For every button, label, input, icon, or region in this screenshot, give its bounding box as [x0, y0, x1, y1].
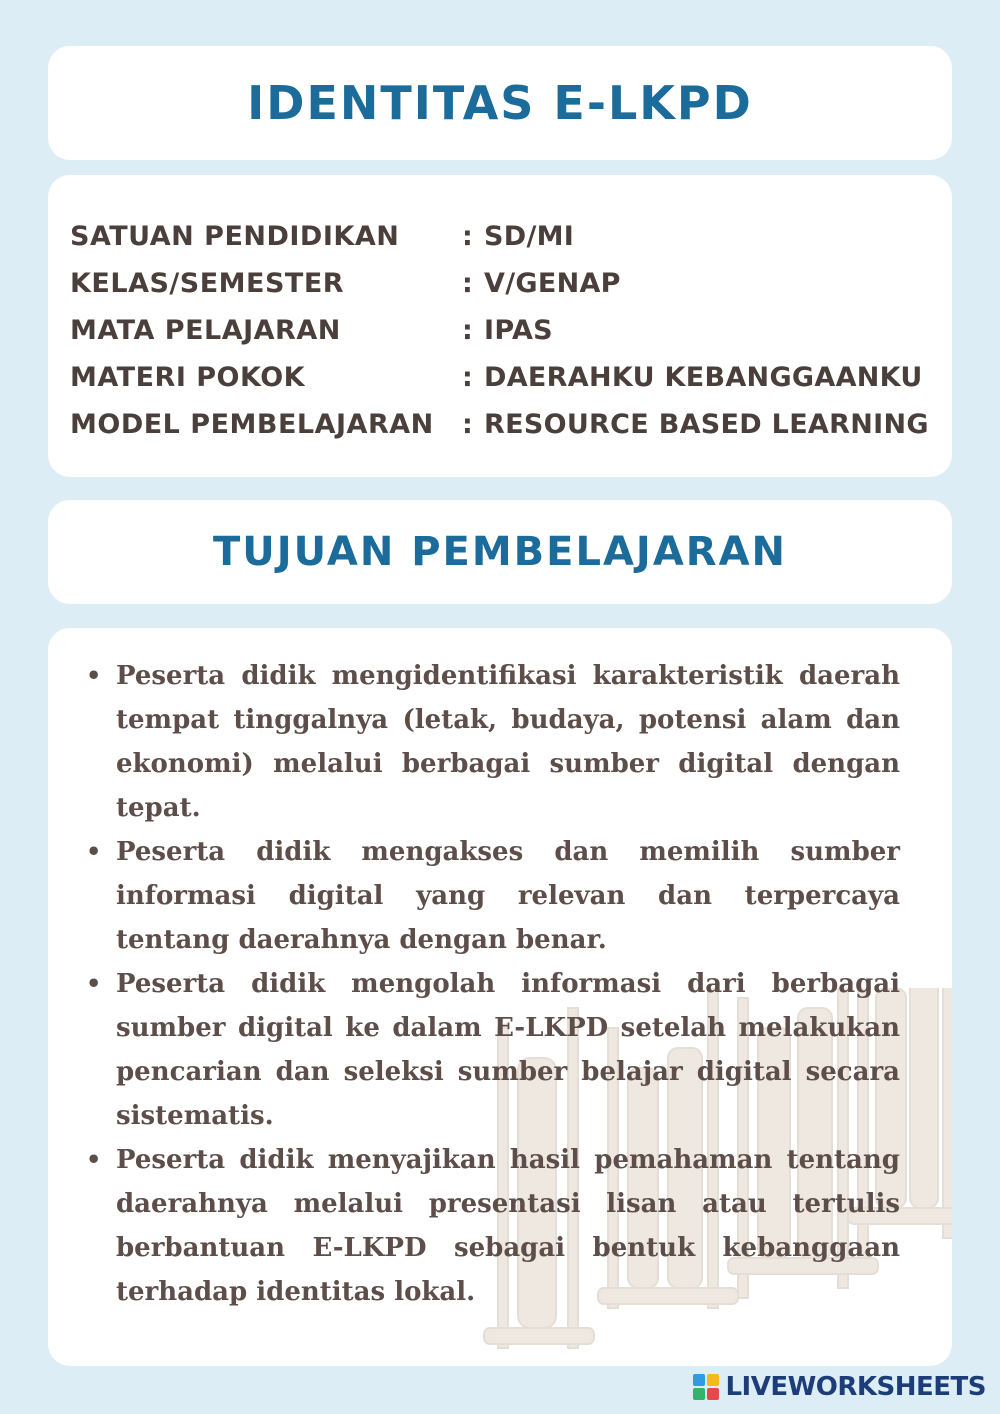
identity-label: MATERI POKOK: [70, 361, 306, 393]
identity-label: MODEL PEMBELAJARAN: [70, 408, 434, 440]
title-card: [48, 46, 952, 160]
objective-text: Peserta didik mengakses dan memilih sumber informasi digital yang relevan dan terpercaya tentang daerahnya dengan benar.: [116, 837, 900, 955]
identity-card: [48, 175, 952, 477]
identity-row: [70, 260, 942, 306]
list-item: [86, 1138, 900, 1314]
list-item: [86, 654, 900, 830]
objectives-card: [48, 628, 952, 1366]
objective-text: Peserta didik mengidentifikasi karakteristik daerah tempat tinggalnya (letak, budaya, potensi alam dan ekonomi) melalui berbagai sumber digital dengan tepat.: [116, 661, 900, 823]
identity-value: RESOURCE BASED LEARNING: [484, 408, 929, 440]
page-title: IDENTITAS E-LKPD: [247, 76, 753, 130]
list-item: [86, 962, 900, 1138]
identity-colon: :: [462, 220, 473, 252]
bullet-icon: •: [86, 661, 102, 690]
identity-colon: :: [462, 408, 473, 440]
bullet-icon: •: [86, 969, 102, 998]
objective-text: Peserta didik menyajikan hasil pemahaman tentang daerahnya melalui presentasi lisan atau tertulis berbantuan E-LKPD sebagai bentuk kebanggaan terhadap identitas lokal.: [116, 1145, 900, 1307]
identity-colon: :: [462, 314, 473, 346]
bullet-icon: •: [86, 837, 102, 866]
liveworksheets-logo[interactable]: [693, 1372, 986, 1402]
objectives-title: TUJUAN PEMBELAJARAN: [212, 529, 788, 575]
brand-name: LIVEWORKSHEETS: [725, 1372, 986, 1402]
identity-label: MATA PELAJARAN: [70, 314, 341, 346]
list-item: [86, 830, 900, 962]
identity-value: DAERAHKU KEBANGGAANKU: [484, 361, 923, 393]
bullet-icon: •: [86, 1145, 102, 1174]
objectives-list: [86, 654, 900, 1314]
objectives-title-card: [48, 500, 952, 604]
identity-row: [70, 307, 942, 353]
objective-text: Peserta didik mengolah informasi dari berbagai sumber digital ke dalam E-LKPD setelah melakukan pencarian dan seleksi sumber belajar digital secara sistematis.: [116, 969, 900, 1131]
identity-colon: :: [462, 267, 473, 299]
identity-label: KELAS/SEMESTER: [70, 267, 345, 299]
identity-value: IPAS: [484, 314, 553, 346]
identity-colon: :: [462, 361, 473, 393]
identity-label: SATUAN PENDIDIKAN: [70, 220, 400, 252]
identity-value: SD/MI: [484, 220, 575, 252]
identity-value: V/GENAP: [484, 267, 621, 299]
identity-row: [70, 401, 942, 447]
liveworksheets-logo-icon: [693, 1374, 719, 1400]
identity-row: [70, 213, 942, 259]
identity-row: [70, 354, 942, 400]
